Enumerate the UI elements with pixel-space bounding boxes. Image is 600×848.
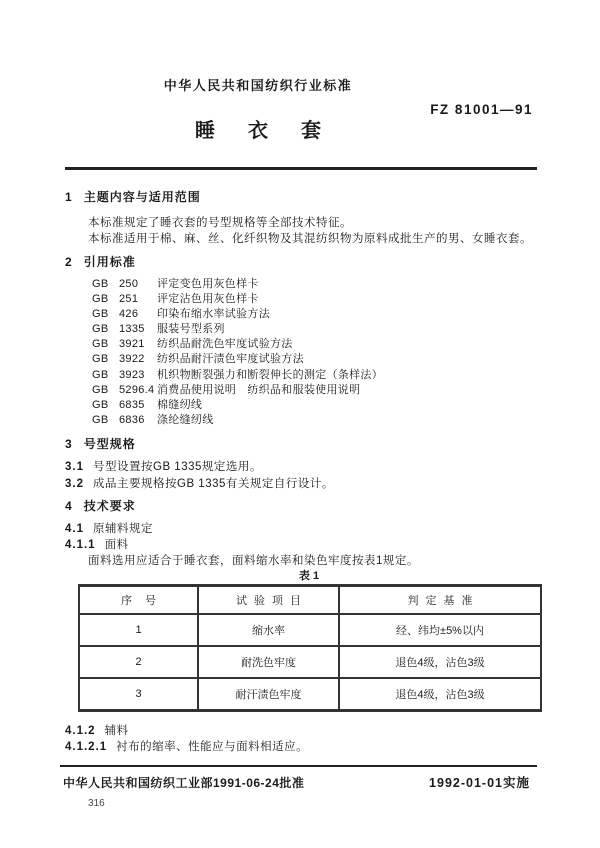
clause-4-1-2: 4.1.2 辅料 bbox=[65, 724, 129, 737]
reference-item: GB 250 评定变色用灰色样卡 bbox=[92, 278, 259, 290]
clause-3-2: 3.2 成品主要规格按GB 1335有关规定自行设计。 bbox=[65, 477, 334, 490]
table1-header-seq: 序号 bbox=[79, 585, 198, 614]
reference-item: GB 6835 棉缝纫线 bbox=[92, 398, 203, 411]
section1-title: 主题内容与适用范围 bbox=[83, 190, 201, 204]
reference-item: GB 6836 涤纶缝纫线 bbox=[92, 413, 214, 426]
section4-number: 4 bbox=[65, 498, 73, 513]
section3-number: 3 bbox=[65, 436, 73, 451]
reference-item: GB 1335 服装号型系列 bbox=[92, 323, 225, 336]
reference-item: GB 3923 机织物断裂强力和断裂伸长的测定（条样法） bbox=[92, 368, 383, 381]
table-row: 1 缩水率 经、纬均±5%以内 bbox=[79, 614, 541, 646]
referenced-standards-list bbox=[0, 277, 600, 428]
clause-4-1-1-paragraph: 面料选用应适合于睡衣套，面料缩水率和染色牢度按表1规定。 bbox=[88, 554, 419, 567]
section4-title: 技术要求 bbox=[83, 498, 136, 513]
section1-number: 1 bbox=[65, 190, 73, 204]
standard-code: FZ 81001—91 bbox=[430, 102, 533, 117]
approval-footer bbox=[63, 775, 530, 791]
section1-heading bbox=[65, 191, 600, 204]
table1-header-criteria: 判定基准 bbox=[339, 585, 541, 614]
standard-organization: 中华人民共和国纺织行业标准 bbox=[163, 78, 353, 93]
document-title: 睡衣套 bbox=[195, 120, 354, 142]
reference-item: GB 3921 纺织品耐洗色牢度试验方法 bbox=[92, 338, 293, 351]
clause-3-1: 3.1 号型设置按GB 1335规定选用。 bbox=[65, 460, 262, 473]
section3-heading bbox=[65, 438, 600, 451]
section2-heading bbox=[65, 256, 600, 269]
reference-item: GB 3922 纺织品耐汗渍色牢度试验方法 bbox=[92, 353, 304, 366]
clause-4-1: 4.1 原辅料规定 bbox=[65, 522, 153, 535]
implementation-date: 1992-01-01实施 bbox=[429, 776, 530, 791]
table1-caption: 表 1 bbox=[298, 569, 320, 582]
table1-header-item: 试验项目 bbox=[198, 585, 339, 614]
clause-4-1-2-1: 4.1.2.1 衬布的缩率、性能应与面料相适应。 bbox=[65, 740, 309, 753]
table1-header-row bbox=[79, 585, 541, 614]
reference-item: GB 426 印染布缩水率试验方法 bbox=[92, 308, 270, 321]
section2-title: 引用标准 bbox=[83, 255, 136, 269]
page-number: 316 bbox=[88, 798, 105, 810]
section2-number: 2 bbox=[65, 255, 73, 269]
table1 bbox=[78, 584, 542, 712]
approval-statement: 中华人民共和国纺织工业部1991-06-24批准 bbox=[63, 776, 305, 791]
header-divider bbox=[65, 167, 537, 170]
table-row: 2 耐洗色牢度 退色4级，沾色3级 bbox=[79, 646, 541, 678]
section4-heading bbox=[65, 500, 600, 513]
table-row: 3 耐汗渍色牢度 退色4级，沾色3级 bbox=[79, 678, 541, 710]
section3-title: 号型规格 bbox=[83, 436, 136, 451]
section1-paragraph-2: 本标准适用于棉、麻、丝、化纤织物及其混纺织物为原料成批生产的男、女睡衣套。 bbox=[88, 233, 532, 245]
reference-item: GB 251 评定沾色用灰色样卡 bbox=[92, 293, 259, 306]
footer-divider bbox=[60, 765, 537, 768]
reference-item: GB 5296.4 消费品使用说明 纺织品和服装使用说明 bbox=[92, 383, 361, 396]
section1-paragraph-1: 本标准规定了睡衣套的号型规格等全部技术特征。 bbox=[88, 217, 352, 229]
clause-4-1-1: 4.1.1 面料 bbox=[65, 538, 129, 551]
